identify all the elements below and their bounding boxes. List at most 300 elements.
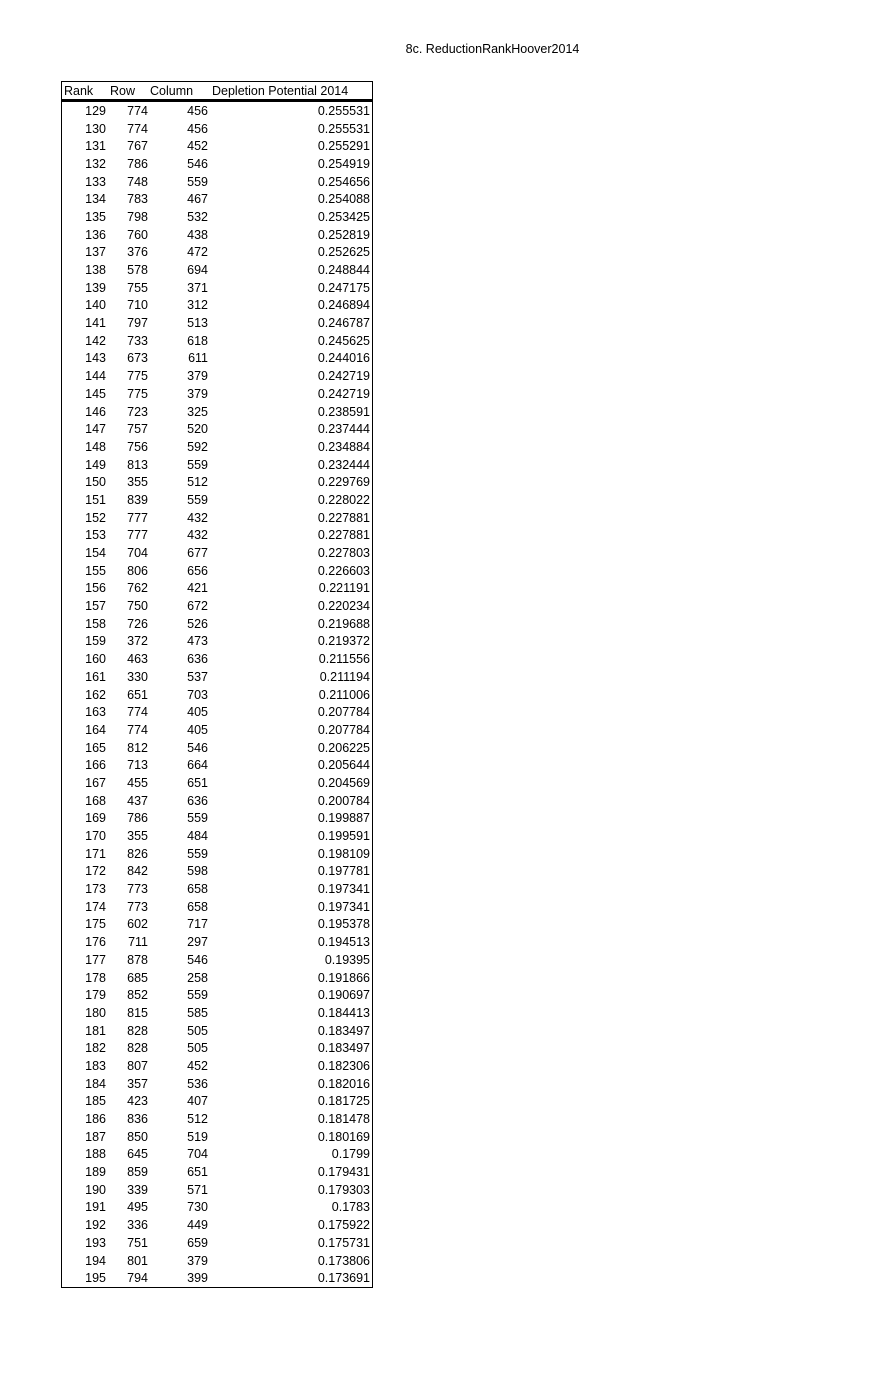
- cell-depletion: 0.182306: [317, 1058, 370, 1073]
- table-row: [62, 1022, 372, 1040]
- table-row: [62, 1146, 372, 1164]
- cell-depletion: 0.183497: [317, 1041, 370, 1056]
- cell-row: 812: [127, 740, 148, 755]
- cell-row: 839: [127, 492, 148, 507]
- cell-rank: 165: [85, 740, 106, 755]
- cell-row: 775: [127, 386, 148, 401]
- cell-depletion: 0.198109: [317, 846, 370, 861]
- cell-depletion: 0.194513: [317, 935, 370, 950]
- cell-depletion: 0.252819: [317, 227, 370, 242]
- cell-rank: 182: [85, 1041, 106, 1056]
- cell-rank: 136: [85, 227, 106, 242]
- cell-row: 651: [127, 687, 148, 702]
- cell-column: 512: [187, 475, 208, 490]
- cell-row: 815: [127, 1005, 148, 1020]
- cell-row: 423: [127, 1094, 148, 1109]
- cell-column: 537: [187, 669, 208, 684]
- cell-column: 704: [187, 1147, 208, 1162]
- table-row: [62, 1004, 372, 1022]
- cell-rank: 154: [85, 546, 106, 561]
- cell-depletion: 0.205644: [317, 758, 370, 773]
- cell-column: 379: [187, 386, 208, 401]
- cell-depletion: 0.190697: [317, 988, 370, 1003]
- table-row: [62, 173, 372, 191]
- cell-row: 773: [127, 882, 148, 897]
- table-row: [62, 898, 372, 916]
- cell-column: 703: [187, 687, 208, 702]
- cell-row: 828: [127, 1041, 148, 1056]
- cell-column: 658: [187, 899, 208, 914]
- cell-rank: 131: [85, 139, 106, 154]
- cell-column: 536: [187, 1076, 208, 1091]
- cell-column: 559: [187, 492, 208, 507]
- cell-rank: 134: [85, 192, 106, 207]
- cell-column: 452: [187, 1058, 208, 1073]
- cell-column: 694: [187, 263, 208, 278]
- table-row: [62, 1181, 372, 1199]
- cell-row: 774: [127, 722, 148, 737]
- cell-column: 505: [187, 1041, 208, 1056]
- cell-depletion: 0.199591: [317, 829, 370, 844]
- cell-rank: 191: [85, 1200, 106, 1215]
- cell-row: 798: [127, 209, 148, 224]
- cell-rank: 181: [85, 1023, 106, 1038]
- table-row: [62, 633, 372, 651]
- header-depletion: Depletion Potential 2014: [208, 82, 372, 101]
- cell-rank: 190: [85, 1182, 106, 1197]
- cell-rank: 138: [85, 263, 106, 278]
- cell-depletion: 0.175922: [317, 1218, 370, 1233]
- cell-rank: 192: [85, 1218, 106, 1233]
- cell-column: 258: [187, 970, 208, 985]
- cell-column: 379: [187, 369, 208, 384]
- cell-column: 651: [187, 775, 208, 790]
- cell-rank: 157: [85, 599, 106, 614]
- cell-rank: 160: [85, 652, 106, 667]
- table-row: [62, 1093, 372, 1111]
- table-row: [62, 1199, 372, 1217]
- table-row: [62, 332, 372, 350]
- cell-column: 405: [187, 705, 208, 720]
- cell-row: 726: [127, 616, 148, 631]
- cell-column: 571: [187, 1182, 208, 1197]
- table-row: [62, 527, 372, 545]
- cell-rank: 139: [85, 280, 106, 295]
- cell-column: 585: [187, 1005, 208, 1020]
- cell-column: 456: [187, 103, 208, 118]
- cell-depletion: 0.206225: [317, 740, 370, 755]
- table-row: [62, 721, 372, 739]
- table-row: [62, 916, 372, 934]
- cell-row: 463: [127, 652, 148, 667]
- cell-rank: 153: [85, 528, 106, 543]
- cell-row: 826: [127, 846, 148, 861]
- cell-rank: 141: [85, 316, 106, 331]
- table-row: [62, 703, 372, 721]
- cell-row: 757: [127, 422, 148, 437]
- cell-depletion: 0.207784: [317, 722, 370, 737]
- table-row: [62, 1128, 372, 1146]
- table-row: [62, 367, 372, 385]
- cell-row: 711: [128, 935, 148, 950]
- cell-depletion: 0.175731: [317, 1235, 370, 1250]
- cell-row: 842: [127, 864, 148, 879]
- cell-row: 602: [127, 917, 148, 932]
- cell-depletion: 0.199887: [317, 811, 370, 826]
- cell-row: 878: [127, 952, 148, 967]
- table-row: [62, 261, 372, 279]
- cell-column: 371: [187, 280, 208, 295]
- cell-depletion: 0.254088: [317, 192, 370, 207]
- cell-column: 405: [187, 722, 208, 737]
- cell-rank: 169: [85, 811, 106, 826]
- cell-column: 546: [187, 952, 208, 967]
- cell-rank: 130: [85, 121, 106, 136]
- cell-column: 473: [187, 634, 208, 649]
- cell-column: 520: [187, 422, 208, 437]
- cell-row: 673: [127, 351, 148, 366]
- table-row: [62, 1163, 372, 1181]
- cell-rank: 184: [85, 1076, 106, 1091]
- cell-row: 774: [127, 121, 148, 136]
- cell-depletion: 0.255531: [317, 121, 370, 136]
- cell-depletion: 0.207784: [317, 705, 370, 720]
- cell-row: 783: [127, 192, 148, 207]
- cell-column: 559: [187, 811, 208, 826]
- cell-column: 559: [187, 988, 208, 1003]
- cell-row: 774: [127, 705, 148, 720]
- table-row: [62, 1057, 372, 1075]
- cell-row: 755: [127, 280, 148, 295]
- cell-row: 645: [127, 1147, 148, 1162]
- cell-rank: 137: [85, 245, 106, 260]
- cell-row: 685: [127, 970, 148, 985]
- cell-row: 767: [127, 139, 148, 154]
- data-table-container: [61, 81, 373, 1288]
- cell-row: 455: [127, 775, 148, 790]
- cell-rank: 159: [85, 634, 106, 649]
- cell-column: 452: [187, 139, 208, 154]
- cell-column: 559: [187, 174, 208, 189]
- cell-depletion: 0.228022: [317, 492, 370, 507]
- cell-column: 672: [187, 599, 208, 614]
- cell-depletion: 0.219688: [317, 616, 370, 631]
- cell-rank: 187: [85, 1129, 106, 1144]
- cell-depletion: 0.247175: [317, 280, 370, 295]
- cell-rank: 161: [85, 669, 106, 684]
- cell-rank: 170: [85, 829, 106, 844]
- cell-column: 407: [187, 1094, 208, 1109]
- table-row: [62, 279, 372, 297]
- table-row: [62, 137, 372, 155]
- cell-depletion: 0.255291: [317, 139, 370, 154]
- cell-row: 786: [127, 811, 148, 826]
- cell-column: 526: [187, 616, 208, 631]
- cell-row: 777: [127, 528, 148, 543]
- table-row: [62, 1110, 372, 1128]
- cell-column: 636: [187, 793, 208, 808]
- cell-row: 836: [127, 1112, 148, 1127]
- cell-rank: 132: [85, 156, 106, 171]
- cell-row: 760: [127, 227, 148, 242]
- cell-rank: 144: [85, 369, 106, 384]
- table-row: [62, 580, 372, 598]
- cell-rank: 150: [85, 475, 106, 490]
- cell-depletion: 0.221191: [318, 581, 370, 596]
- cell-depletion: 0.211194: [319, 669, 370, 684]
- cell-rank: 188: [85, 1147, 106, 1162]
- table-row: [62, 810, 372, 828]
- table-row: [62, 969, 372, 987]
- header-column: Column: [148, 82, 208, 101]
- cell-rank: 186: [85, 1112, 106, 1127]
- cell-depletion: 0.211556: [318, 652, 370, 667]
- table-row: [62, 863, 372, 881]
- cell-depletion: 0.242719: [317, 386, 370, 401]
- cell-column: 519: [187, 1129, 208, 1144]
- table-row: [62, 845, 372, 863]
- cell-depletion: 0.1799: [331, 1147, 370, 1162]
- cell-rank: 172: [85, 864, 106, 879]
- cell-depletion: 0.219372: [317, 634, 370, 649]
- cell-rank: 143: [85, 351, 106, 366]
- table-row: [62, 190, 372, 208]
- cell-depletion: 0.182016: [317, 1076, 370, 1091]
- cell-row: 723: [127, 404, 148, 419]
- cell-depletion: 0.180169: [317, 1129, 370, 1144]
- cell-row: 376: [127, 245, 148, 260]
- depletion-table: [62, 82, 372, 1287]
- cell-column: 512: [187, 1112, 208, 1127]
- cell-depletion: 0.244016: [317, 351, 370, 366]
- cell-rank: 163: [85, 705, 106, 720]
- cell-rank: 147: [85, 422, 106, 437]
- cell-row: 794: [127, 1271, 148, 1286]
- cell-rank: 145: [85, 386, 106, 401]
- cell-row: 786: [127, 156, 148, 171]
- cell-rank: 173: [85, 882, 106, 897]
- cell-column: 651: [187, 1165, 208, 1180]
- cell-depletion: 0.254919: [317, 156, 370, 171]
- cell-column: 618: [187, 333, 208, 348]
- cell-column: 559: [187, 846, 208, 861]
- cell-rank: 142: [85, 333, 106, 348]
- cell-depletion: 0.220234: [317, 599, 370, 614]
- cell-rank: 149: [85, 457, 106, 472]
- cell-depletion: 0.204569: [317, 775, 370, 790]
- cell-row: 339: [127, 1182, 148, 1197]
- cell-depletion: 0.195378: [317, 917, 370, 932]
- table-row: [62, 933, 372, 951]
- cell-row: 777: [127, 510, 148, 525]
- table-row: [62, 314, 372, 332]
- cell-row: 773: [127, 899, 148, 914]
- cell-column: 505: [187, 1023, 208, 1038]
- header-rank: Rank: [62, 82, 106, 101]
- table-row: [62, 686, 372, 704]
- table-row: [62, 827, 372, 845]
- cell-column: 592: [187, 439, 208, 454]
- cell-depletion: 0.237444: [317, 422, 370, 437]
- cell-depletion: 0.181478: [317, 1112, 370, 1127]
- table-row: [62, 792, 372, 810]
- cell-rank: 158: [85, 616, 106, 631]
- cell-column: 421: [187, 581, 208, 596]
- cell-column: 456: [187, 121, 208, 136]
- cell-depletion: 0.183497: [317, 1023, 370, 1038]
- table-row: [62, 1269, 372, 1287]
- cell-rank: 148: [85, 439, 106, 454]
- cell-row: 801: [127, 1253, 148, 1268]
- cell-depletion: 0.179303: [317, 1182, 370, 1197]
- cell-row: 704: [127, 546, 148, 561]
- table-row: [62, 101, 372, 120]
- cell-rank: 183: [85, 1058, 106, 1073]
- table-row: [62, 509, 372, 527]
- cell-rank: 174: [85, 899, 106, 914]
- cell-depletion: 0.191866: [317, 970, 370, 985]
- cell-column: 472: [187, 245, 208, 260]
- cell-column: 636: [187, 652, 208, 667]
- table-row: [62, 1039, 372, 1057]
- cell-depletion: 0.238591: [317, 404, 370, 419]
- cell-rank: 189: [85, 1165, 106, 1180]
- table-row: [62, 420, 372, 438]
- cell-column: 546: [187, 740, 208, 755]
- table-header-row: [62, 82, 372, 101]
- cell-row: 756: [127, 439, 148, 454]
- cell-rank: 178: [85, 970, 106, 985]
- cell-depletion: 0.246894: [317, 298, 370, 313]
- cell-column: 432: [187, 510, 208, 525]
- cell-depletion: 0.234884: [317, 439, 370, 454]
- header-row: Row: [106, 82, 148, 101]
- cell-column: 717: [187, 917, 208, 932]
- cell-row: 495: [127, 1200, 148, 1215]
- cell-rank: 171: [85, 846, 106, 861]
- table-row: [62, 951, 372, 969]
- table-row: [62, 739, 372, 757]
- cell-rank: 135: [85, 209, 106, 224]
- table-row: [62, 403, 372, 421]
- cell-rank: 168: [85, 793, 106, 808]
- cell-column: 449: [187, 1218, 208, 1233]
- cell-depletion: 0.252625: [317, 245, 370, 260]
- cell-column: 513: [187, 316, 208, 331]
- cell-rank: 167: [85, 775, 106, 790]
- cell-column: 677: [187, 546, 208, 561]
- cell-row: 852: [127, 988, 148, 1003]
- cell-depletion: 0.173806: [317, 1253, 370, 1268]
- cell-column: 379: [187, 1253, 208, 1268]
- cell-depletion: 0.255531: [317, 103, 370, 118]
- table-row: [62, 756, 372, 774]
- cell-depletion: 0.181725: [317, 1094, 370, 1109]
- table-row: [62, 120, 372, 138]
- table-row: [62, 297, 372, 315]
- cell-depletion: 0.245625: [317, 333, 370, 348]
- table-row: [62, 986, 372, 1004]
- table-row: [62, 155, 372, 173]
- cell-depletion: 0.246787: [317, 316, 370, 331]
- cell-depletion: 0.197781: [317, 864, 370, 879]
- page-title: 8c. ReductionRankHoover2014: [405, 42, 580, 56]
- cell-column: 399: [187, 1271, 208, 1286]
- cell-rank: 195: [85, 1271, 106, 1286]
- cell-depletion: 0.200784: [317, 793, 370, 808]
- table-row: [62, 1252, 372, 1270]
- cell-row: 710: [127, 298, 148, 313]
- table-row: [62, 668, 372, 686]
- cell-depletion: 0.254656: [317, 174, 370, 189]
- cell-column: 467: [187, 192, 208, 207]
- cell-rank: 156: [85, 581, 106, 596]
- cell-depletion: 0.248844: [317, 263, 370, 278]
- cell-row: 355: [127, 829, 148, 844]
- table-row: [62, 1075, 372, 1093]
- cell-row: 437: [127, 793, 148, 808]
- cell-rank: 164: [85, 722, 106, 737]
- cell-row: 807: [127, 1058, 148, 1073]
- cell-depletion: 0.1783: [331, 1200, 370, 1215]
- cell-column: 664: [187, 758, 208, 773]
- cell-column: 432: [187, 528, 208, 543]
- table-row: [62, 1234, 372, 1252]
- cell-rank: 152: [85, 510, 106, 525]
- table-body: [62, 101, 372, 1288]
- cell-row: 813: [127, 457, 148, 472]
- cell-row: 372: [127, 634, 148, 649]
- cell-rank: 166: [85, 758, 106, 773]
- cell-depletion: 0.197341: [317, 882, 370, 897]
- cell-column: 611: [188, 351, 208, 366]
- cell-row: 355: [127, 475, 148, 490]
- cell-row: 806: [127, 563, 148, 578]
- table-row: [62, 226, 372, 244]
- cell-depletion: 0.197341: [317, 899, 370, 914]
- cell-column: 659: [187, 1235, 208, 1250]
- cell-column: 730: [187, 1200, 208, 1215]
- cell-row: 713: [127, 758, 148, 773]
- cell-column: 559: [187, 457, 208, 472]
- cell-depletion: 0.242719: [317, 369, 370, 384]
- table-row: [62, 350, 372, 368]
- cell-column: 546: [187, 156, 208, 171]
- cell-column: 325: [187, 404, 208, 419]
- cell-depletion: 0.227881: [317, 528, 370, 543]
- cell-rank: 146: [85, 404, 106, 419]
- cell-rank: 133: [85, 174, 106, 189]
- cell-row: 357: [127, 1076, 148, 1091]
- table-row: [62, 244, 372, 262]
- cell-depletion: 0.184413: [317, 1005, 370, 1020]
- cell-row: 762: [127, 581, 148, 596]
- table-row: [62, 544, 372, 562]
- cell-row: 775: [127, 369, 148, 384]
- cell-row: 797: [127, 316, 148, 331]
- cell-row: 733: [127, 333, 148, 348]
- cell-rank: 175: [85, 917, 106, 932]
- cell-rank: 162: [85, 687, 106, 702]
- cell-row: 750: [127, 599, 148, 614]
- table-row: [62, 1216, 372, 1234]
- table-row: [62, 597, 372, 615]
- cell-depletion: 0.179431: [317, 1165, 370, 1180]
- cell-rank: 180: [85, 1005, 106, 1020]
- table-row: [62, 385, 372, 403]
- table-row: [62, 880, 372, 898]
- cell-depletion: 0.19395: [324, 952, 370, 967]
